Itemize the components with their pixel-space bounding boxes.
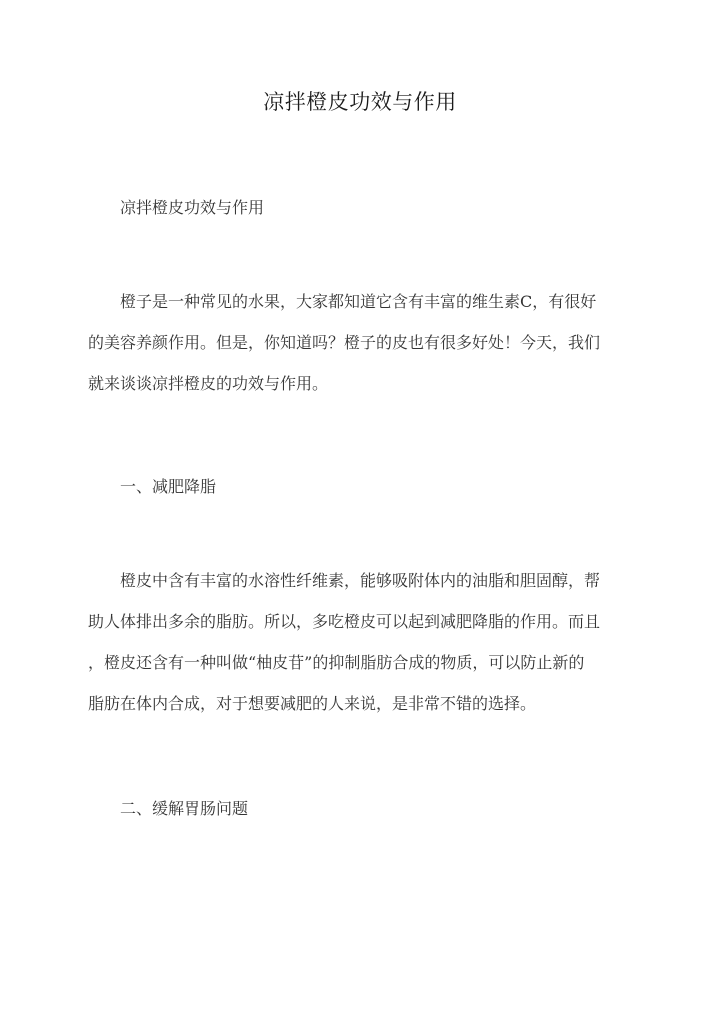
document-title: 凉拌橙皮功效与作用: [263, 90, 457, 114]
intro-paragraph: [88, 285, 632, 408]
subtitle: 凉拌橙皮功效与作用: [120, 198, 265, 217]
paragraph-line: 橙皮中含有丰富的水溶性纤维素，能够吸附体内的油脂和胆固醇，帮: [120, 571, 601, 590]
paragraph-line: ，橙皮还含有一种叫做“柚皮苷”的抑制脂肪合成的物质，可以防止新的: [88, 653, 585, 672]
paragraph-line: 橙子是一种常见的水果，大家都知道它含有丰富的维生素C，有很好: [120, 292, 597, 311]
section-heading-2: 二、缓解胃肠问题: [120, 799, 249, 818]
paragraph-line: 助人体排出多余的脂肪。所以，多吃橙皮可以起到减肥降脂的作用。而且: [88, 612, 601, 631]
section1-paragraph: [88, 564, 632, 728]
paragraph-line: 就来谈谈凉拌橙皮的功效与作用。: [88, 374, 329, 393]
paragraph-line: 脂肪在体内合成，对于想要减肥的人来说，是非常不错的选择。: [88, 694, 537, 713]
section-heading-1: 一、减肥降脂: [120, 477, 217, 496]
paragraph-line: 的美容养颜作用。但是，你知道吗？橙子的皮也有很多好处！今天，我们: [88, 333, 601, 352]
